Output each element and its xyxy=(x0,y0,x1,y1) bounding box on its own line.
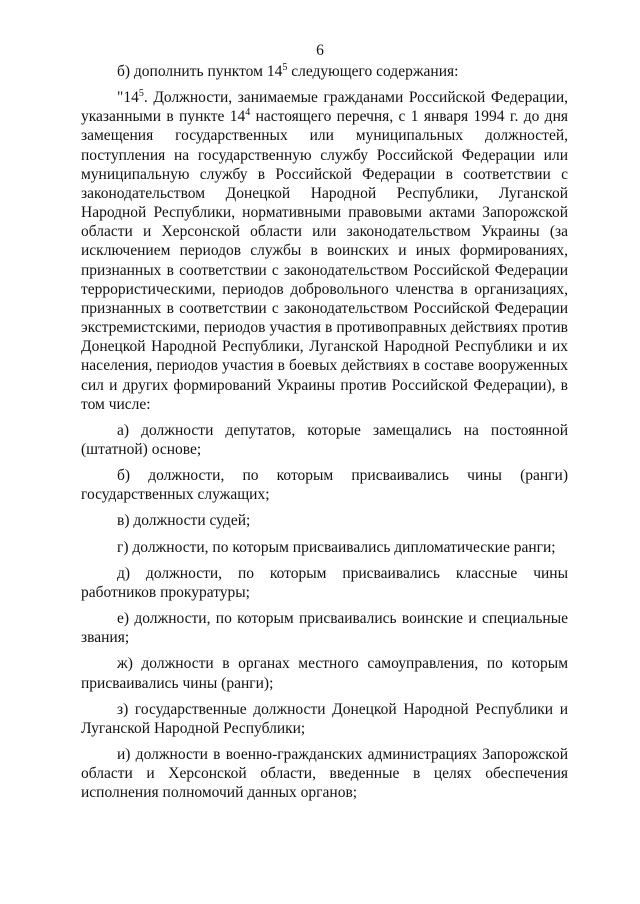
list-item-e: е) должности, по которым присваивались воинские и специальные звания; xyxy=(81,610,568,647)
document-body xyxy=(81,62,568,802)
main-paragraph xyxy=(81,88,568,414)
intro-text-end: следующего содержания: xyxy=(287,63,459,80)
intro-paragraph xyxy=(81,62,568,81)
main-text-2: настоящего перечня, с 1 января 1994 г. до дня замещения государственных или муниципальных должностей, поступления на государственную службу Российской Федерации или муниципальную службу в Российской Федерации в соответствии с законодательством Донецкой Народной Республики, Луганской Народной Республики, нормативными правовыми актами Запорожской области и Херсонской области или законодательством Украины (за исключением периодов службы в воинских и иных формированиях, признанных в соответствии с законодательством Российской Федерации террористическими, периодов добровольного членства в организациях, признанных в соответствии с законодательством Российской Федерации экстремистскими, периодов участия в противоправных действиях против Донецкой Народной Республики, Луганской Народной Республики и их населения, периодов участия в боевых действиях в составе вооруженных сил и других формирований Украины против Российской Федерации), в том числе: xyxy=(81,108,568,413)
intro-text: б) дополнить пунктом 14 xyxy=(117,63,283,80)
list-item-i: и) должности в военно-гражданских администрациях Запорожской области и Херсонской области, введенные в целях обеспечения исполнения полномочий данных органов; xyxy=(81,746,568,802)
list-item-d: д) должности, по которым присваивались классные чины работников прокуратуры; xyxy=(81,564,568,601)
list-item-z: з) государственные должности Донецкой Народной Республики и Луганской Народной Республики; xyxy=(81,700,568,737)
page-number: 6 xyxy=(316,42,324,59)
list-item-v: в) должности судей; xyxy=(117,512,251,530)
list-item-b: б) должности, по которым присваивались чины (ранги) государственных служащих; xyxy=(81,467,568,504)
main-superscript-2: 4 xyxy=(245,107,251,119)
main-text-1: . Должности, занимаемые гражданами Российской Федерации, указанными в пункте 14 xyxy=(81,89,568,126)
list-item-a: а) должности депутатов, которые замещались на постоянной (штатной) основе; xyxy=(81,421,568,458)
list-item-zh: ж) должности в органах местного самоуправления, по которым присваивались чины (ранги); xyxy=(81,655,568,692)
main-superscript-1: 5 xyxy=(138,88,144,99)
list-item-g: г) должности, по которым присваивались дипломатические ранги; xyxy=(117,538,556,556)
intro-superscript: 5 xyxy=(282,61,288,73)
main-text-open: "14 xyxy=(117,89,139,107)
